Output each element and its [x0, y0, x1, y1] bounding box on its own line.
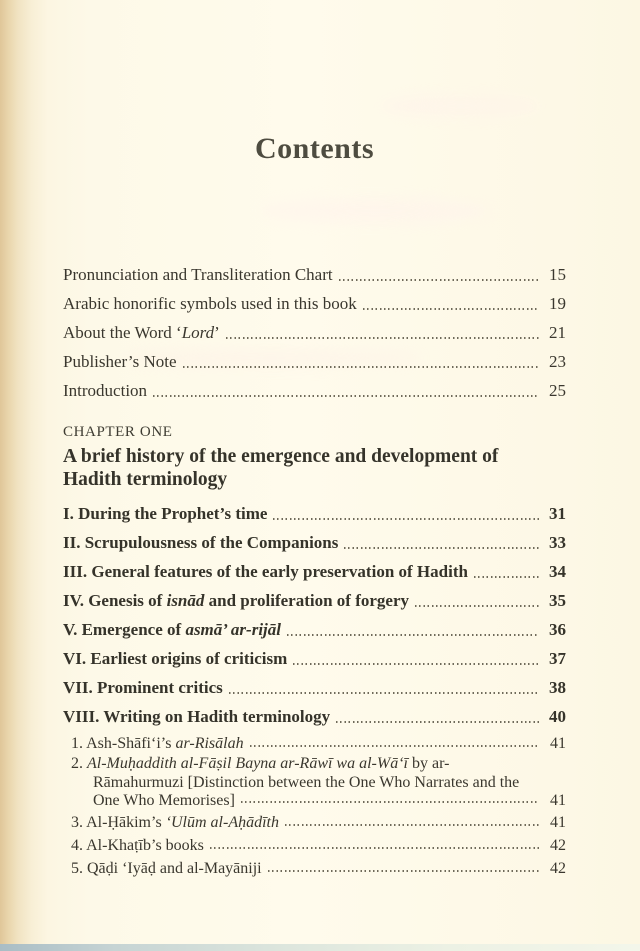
toc-section-entry	[63, 499, 566, 528]
chapter-heading-line1: A brief history of the emergence and development of	[63, 446, 499, 467]
toc-entry-label: Introduction	[63, 381, 148, 400]
page-number: 25	[549, 381, 566, 400]
toc-entry-label: II. Scrupulousness of the Companions	[63, 533, 339, 552]
toc-section-entry	[63, 702, 566, 731]
dotted-leader	[241, 801, 539, 803]
toc-entry-line: Rāmahurmuzi [Distinction between the One Who Narrates and the	[93, 773, 520, 791]
page-number: 41	[550, 792, 566, 809]
toc-entry-line: One Who Memorises] 41	[93, 792, 566, 809]
section-list	[63, 499, 566, 731]
toc-entry-label: 4. Al-Khaṭīb’s books	[71, 836, 204, 854]
toc-entry-label: III. General features of the early preservation of Hadith	[63, 562, 468, 581]
page-number: 42	[550, 859, 566, 877]
chapter-heading-line2: Hadith terminology	[63, 469, 228, 490]
toc-entry-line: 2. Al-Muḥaddith al-Fāṣil Bayna ar-Rāwī wa al-Wā‘ī by ar-	[71, 755, 450, 772]
toc-sub-entry	[71, 857, 566, 880]
dotted-leader	[415, 605, 539, 607]
page-number: 31	[549, 504, 566, 523]
dotted-leader	[183, 366, 540, 368]
dotted-leader	[226, 337, 539, 339]
toc-section-entry	[63, 644, 566, 673]
toc-entry-label: V. Emergence of asmā’ ar-rijāl	[63, 620, 281, 639]
dotted-leader	[285, 824, 539, 826]
page-number: 36	[549, 620, 566, 639]
page-number: 34	[549, 562, 566, 581]
toc-entry-label: 3. Al-Ḥākim’s ‘Ulūm al-Aḥādīth	[71, 813, 279, 831]
toc-entry	[63, 260, 566, 289]
dotted-leader	[344, 547, 539, 549]
toc-section-entry	[63, 586, 566, 615]
toc-entry-label: About the Word ‘Lord’	[63, 323, 220, 342]
toc-content	[63, 0, 566, 880]
front-matter-list	[63, 260, 566, 405]
chapter-heading	[63, 445, 566, 491]
dotted-leader	[293, 663, 539, 665]
toc-section-entry	[63, 615, 566, 644]
page-number: 41	[550, 735, 566, 752]
toc-entry	[63, 289, 566, 318]
toc-sub-entry	[71, 811, 566, 834]
page-title: Contents	[254, 132, 374, 165]
page-number: 37	[549, 649, 566, 668]
dotted-leader	[363, 308, 539, 310]
toc-entry-label: VIII. Writing on Hadith terminology	[63, 707, 331, 726]
dotted-leader	[153, 395, 539, 397]
subsection-list	[63, 732, 566, 880]
page-number: 41	[550, 813, 566, 831]
toc-entry-label: 5. Qāḍi ‘Iyāḍ and al-Mayāniji	[71, 859, 262, 877]
toc-entry	[63, 347, 566, 376]
dotted-leader	[339, 279, 539, 281]
toc-entry	[63, 318, 566, 347]
toc-entry-label: I. During the Prophet’s time	[63, 504, 268, 523]
toc-sub-entry	[71, 834, 566, 857]
page-number: 35	[549, 591, 566, 610]
page-number: 33	[549, 533, 566, 552]
toc-entry-label: IV. Genesis of isnād and proliferation of forgery	[63, 591, 409, 610]
chapter-kicker: CHAPTER ONE	[63, 424, 173, 440]
toc-entry-label: Pronunciation and Transliteration Chart	[63, 265, 333, 284]
dotted-leader	[287, 634, 539, 636]
toc-section-entry	[63, 557, 566, 586]
page-number: 23	[549, 352, 566, 371]
page-number: 40	[549, 707, 566, 726]
page-number: 19	[549, 294, 566, 313]
toc-entry	[63, 376, 566, 405]
page-number: 21	[549, 323, 566, 342]
toc-entry-label: VII. Prominent critics	[63, 678, 223, 697]
toc-entry-label: Publisher’s Note	[63, 352, 177, 371]
toc-entry-label: 1. Ash-Shāfi‘i’s ar-Risālah	[71, 735, 244, 752]
toc-section-entry	[63, 673, 566, 702]
scan-edge-strip	[0, 944, 640, 951]
toc-sub-entry-multiline	[71, 755, 566, 811]
dotted-leader	[273, 518, 539, 520]
toc-sub-entry	[71, 732, 566, 755]
toc-entry-label: VI. Earliest origins of criticism	[63, 649, 288, 668]
page-number: 38	[549, 678, 566, 697]
dotted-leader	[474, 576, 539, 578]
page-number: 15	[549, 265, 566, 284]
dotted-leader	[210, 847, 539, 849]
toc-entry-label: Arabic honorific symbols used in this book	[63, 294, 357, 313]
dotted-leader	[250, 745, 539, 747]
dotted-leader	[336, 721, 539, 723]
page-number: 42	[550, 836, 566, 854]
dotted-leader	[268, 870, 539, 872]
dotted-leader	[229, 692, 539, 694]
toc-section-entry	[63, 528, 566, 557]
